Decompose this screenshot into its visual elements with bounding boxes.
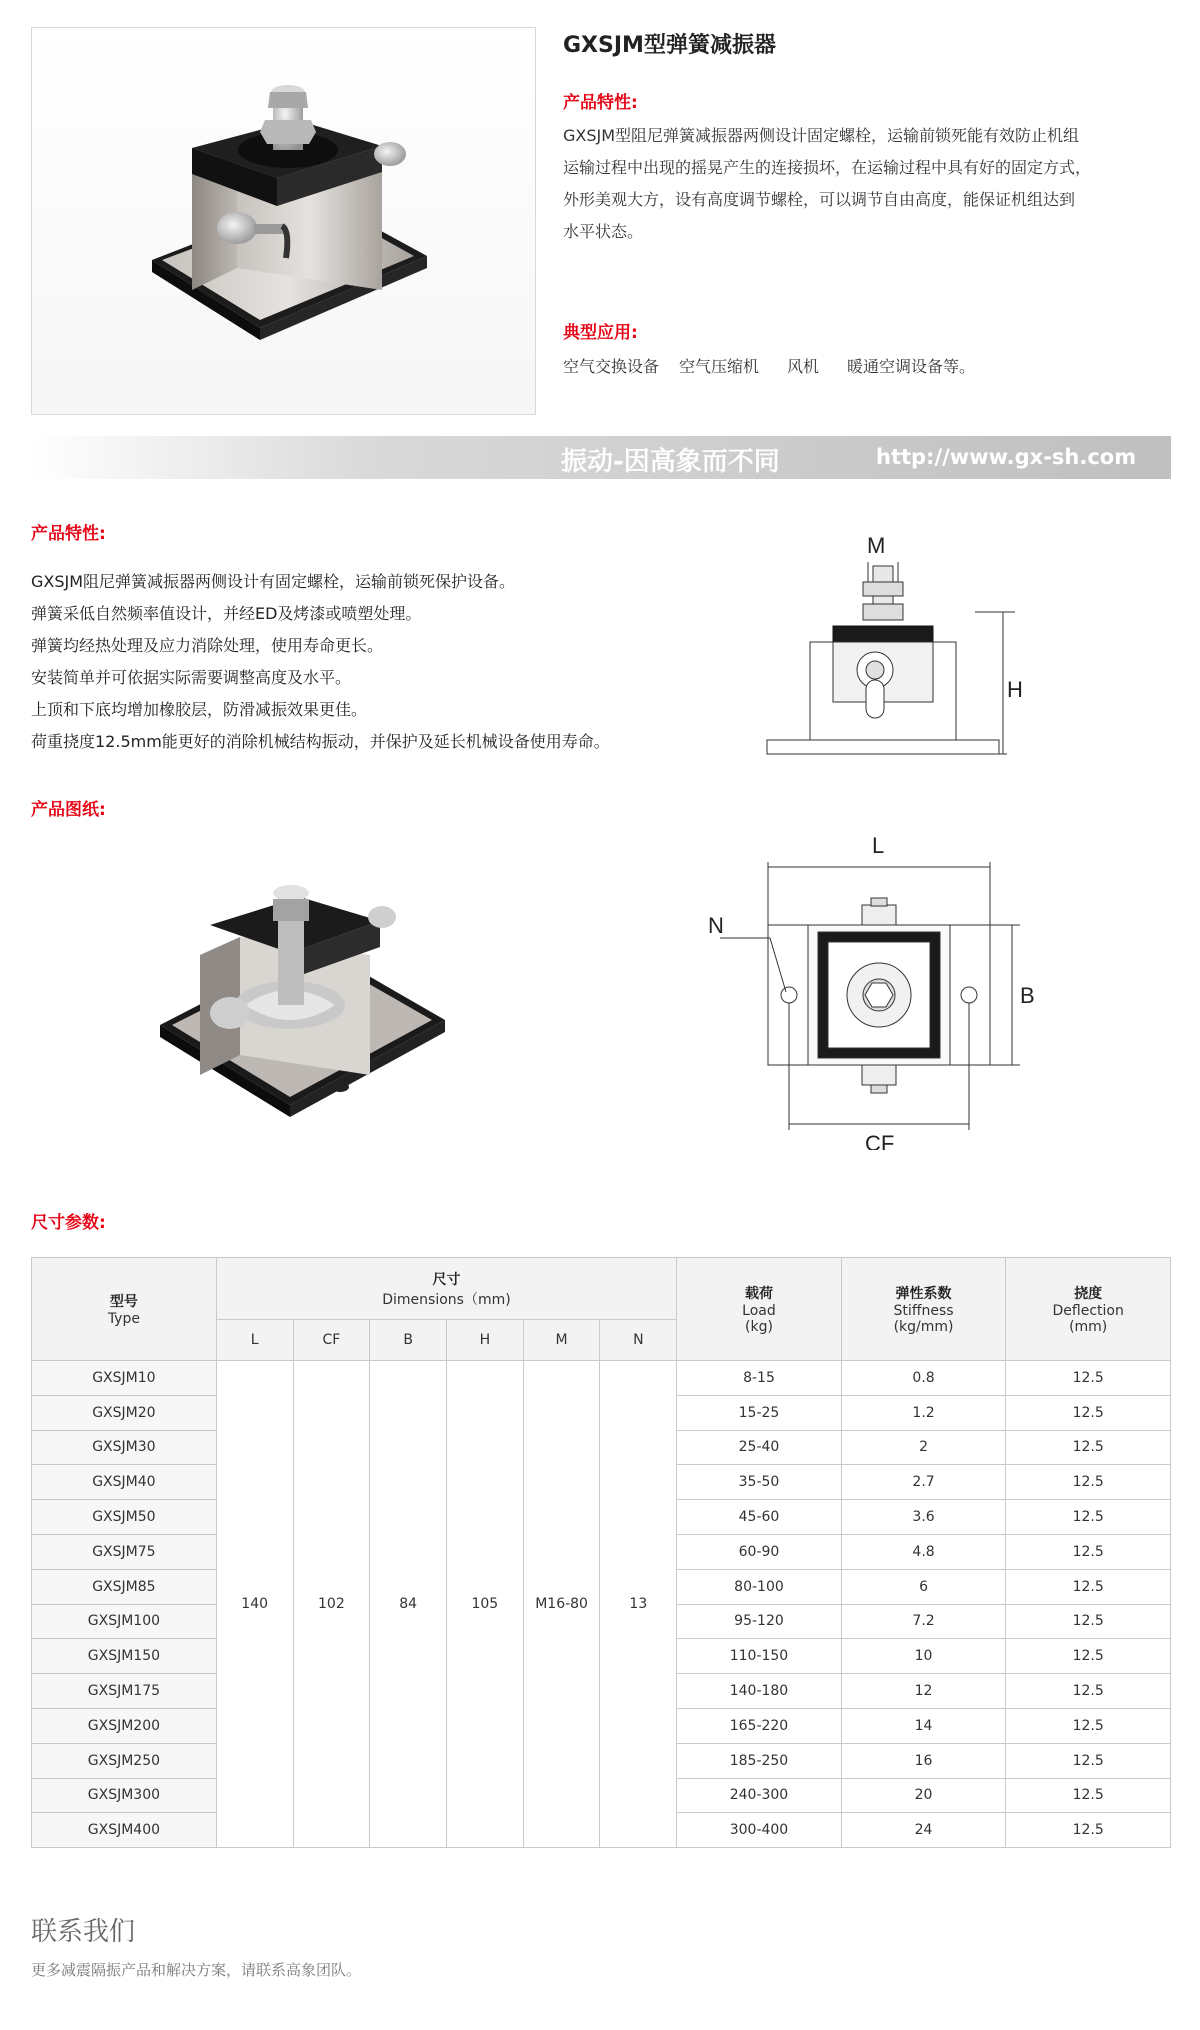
feature-item: 上顶和下底均增加橡胶层，防滑减振效果更佳。 (31, 700, 368, 719)
cell-deflection: 12.5 (1006, 1465, 1171, 1500)
feature-item: 弹簧均经热处理及应力消除处理，使用寿命更长。 (31, 636, 384, 655)
cell-dim-l: 140 (216, 1361, 293, 1848)
dim-label-l: L (872, 833, 885, 858)
dim-label-b: B (1020, 983, 1035, 1008)
cell-dim-h: 105 (446, 1361, 523, 1848)
app-item: 空气压缩机 (679, 357, 760, 376)
cell-stiffness: 0.8 (841, 1361, 1006, 1396)
cell-deflection: 12.5 (1006, 1534, 1171, 1569)
cell-stiffness: 7.2 (841, 1604, 1006, 1639)
app-item: 空气交换设备 (563, 357, 660, 376)
product-render (32, 28, 537, 416)
feature-item: 安装简单并可依据实际需要调整高度及水平。 (31, 668, 352, 687)
intro-features-heading: 产品特性: (563, 93, 638, 113)
cell-stiffness: 6 (841, 1569, 1006, 1604)
feature-item: 荷重挠度12.5mm能更好的消除机械结构振动，并保护及延长机械设备使用寿命。 (31, 732, 610, 751)
cell-type: GXSJM250 (32, 1743, 217, 1778)
cutaway-render (150, 855, 460, 1145)
cell-stiffness: 4.8 (841, 1534, 1006, 1569)
cell-deflection: 12.5 (1006, 1361, 1171, 1396)
features-list (31, 566, 610, 758)
th-b: B (370, 1320, 447, 1361)
cell-type: GXSJM10 (32, 1361, 217, 1396)
cell-load: 165-220 (677, 1708, 842, 1743)
cell-load: 95-120 (677, 1604, 842, 1639)
top-view-drawing (700, 820, 1080, 1150)
cell-deflection: 12.5 (1006, 1395, 1171, 1430)
banner-url[interactable]: http://www.gx-sh.com (876, 445, 1137, 469)
cell-dim-b: 84 (370, 1361, 447, 1848)
slogan-banner (31, 436, 1171, 479)
intro-apps-list (563, 351, 975, 383)
cell-load: 15-25 (677, 1395, 842, 1430)
cell-type: GXSJM50 (32, 1500, 217, 1535)
feature-item: 弹簧采低自然频率值设计，并经ED及烤漆或喷塑处理。 (31, 604, 422, 623)
cell-deflection: 12.5 (1006, 1778, 1171, 1813)
cell-load: 45-60 (677, 1500, 842, 1535)
cell-type: GXSJM75 (32, 1534, 217, 1569)
cell-deflection: 12.5 (1006, 1639, 1171, 1674)
front-view-drawing (745, 530, 1075, 800)
page-title: GXSJM型弹簧减振器 (563, 33, 776, 58)
cell-dim-cf: 102 (293, 1361, 370, 1848)
contact-subtitle: 更多减震隔振产品和解决方案，请联系高象团队。 (31, 1961, 362, 1979)
cell-dim-n: 13 (600, 1361, 677, 1848)
feature-item: GXSJM阻尼弹簧减振器两侧设计有固定螺栓，运输前锁死保护设备。 (31, 572, 516, 591)
cell-load: 185-250 (677, 1743, 842, 1778)
cell-load: 80-100 (677, 1569, 842, 1604)
spec-table (31, 1257, 1171, 1848)
cell-stiffness: 10 (841, 1639, 1006, 1674)
th-l: L (216, 1320, 293, 1361)
intro-line: 水平状态。 (563, 222, 644, 241)
drawing-heading: 产品图纸: (31, 800, 106, 820)
app-item: 风机 (787, 357, 820, 376)
cell-type: GXSJM175 (32, 1674, 217, 1709)
cell-stiffness: 2.7 (841, 1465, 1006, 1500)
cell-load: 60-90 (677, 1534, 842, 1569)
cell-dim-m: M16-80 (523, 1361, 600, 1848)
banner-slogan: 振动-因高象而不同 (561, 447, 780, 477)
cell-deflection: 12.5 (1006, 1743, 1171, 1778)
cell-type: GXSJM20 (32, 1395, 217, 1430)
cell-stiffness: 20 (841, 1778, 1006, 1813)
cell-type: GXSJM400 (32, 1813, 217, 1848)
cell-type: GXSJM100 (32, 1604, 217, 1639)
intro-line: 运输过程中出现的摇晃产生的连接损坏，在运输过程中具有好的固定方式， (563, 158, 1092, 177)
th-m: M (523, 1320, 600, 1361)
th-type: 型号 Type (32, 1258, 217, 1361)
cell-type: GXSJM40 (32, 1465, 217, 1500)
cell-stiffness: 24 (841, 1813, 1006, 1848)
cell-load: 240-300 (677, 1778, 842, 1813)
intro-apps-heading: 典型应用: (563, 323, 638, 343)
dims-heading: 尺寸参数: (31, 1213, 106, 1233)
cell-deflection: 12.5 (1006, 1569, 1171, 1604)
cell-load: 8-15 (677, 1361, 842, 1396)
cell-stiffness: 3.6 (841, 1500, 1006, 1535)
cell-stiffness: 14 (841, 1708, 1006, 1743)
th-dimensions: 尺寸 Dimensions（mm) (216, 1258, 676, 1320)
cell-deflection: 12.5 (1006, 1674, 1171, 1709)
cell-type: GXSJM85 (32, 1569, 217, 1604)
intro-line: 外形美观大方，设有高度调节螺栓，可以调节自由高度，能保证机组达到 (563, 190, 1076, 209)
intro-features-text (563, 120, 1173, 248)
cell-stiffness: 12 (841, 1674, 1006, 1709)
cell-load: 35-50 (677, 1465, 842, 1500)
cell-type: GXSJM300 (32, 1778, 217, 1813)
table-row (32, 1361, 1171, 1396)
th-h: H (446, 1320, 523, 1361)
dim-label-cf: CF (865, 1131, 895, 1150)
cell-stiffness: 1.2 (841, 1395, 1006, 1430)
cell-type: GXSJM200 (32, 1708, 217, 1743)
cell-load: 140-180 (677, 1674, 842, 1709)
intro-line: GXSJM型阻尼弹簧减振器两侧设计固定螺栓，运输前锁死能有效防止机组 (563, 126, 1080, 145)
dim-label-n: N (708, 913, 724, 938)
cell-type: GXSJM30 (32, 1430, 217, 1465)
cell-load: 110-150 (677, 1639, 842, 1674)
cell-load: 300-400 (677, 1813, 842, 1848)
th-n: N (600, 1320, 677, 1361)
cell-deflection: 12.5 (1006, 1604, 1171, 1639)
th-load: 载荷 Load (kg) (677, 1258, 842, 1361)
th-cf: CF (293, 1320, 370, 1361)
product-photo (31, 27, 536, 415)
th-deflection: 挠度 Deflection (mm) (1006, 1258, 1171, 1361)
cell-load: 25-40 (677, 1430, 842, 1465)
cell-deflection: 12.5 (1006, 1708, 1171, 1743)
features-heading: 产品特性: (31, 524, 106, 544)
cell-type: GXSJM150 (32, 1639, 217, 1674)
dim-label-h: H (1007, 677, 1023, 702)
th-stiffness: 弹性系数 Stiffness (kg/mm) (841, 1258, 1006, 1361)
cell-stiffness: 16 (841, 1743, 1006, 1778)
dim-label-m: M (867, 533, 886, 558)
app-item: 暖通空调设备等。 (847, 357, 976, 376)
cell-deflection: 12.5 (1006, 1430, 1171, 1465)
contact-title: 联系我们 (31, 1917, 136, 1947)
cell-deflection: 12.5 (1006, 1813, 1171, 1848)
cell-stiffness: 2 (841, 1430, 1006, 1465)
cell-deflection: 12.5 (1006, 1500, 1171, 1535)
